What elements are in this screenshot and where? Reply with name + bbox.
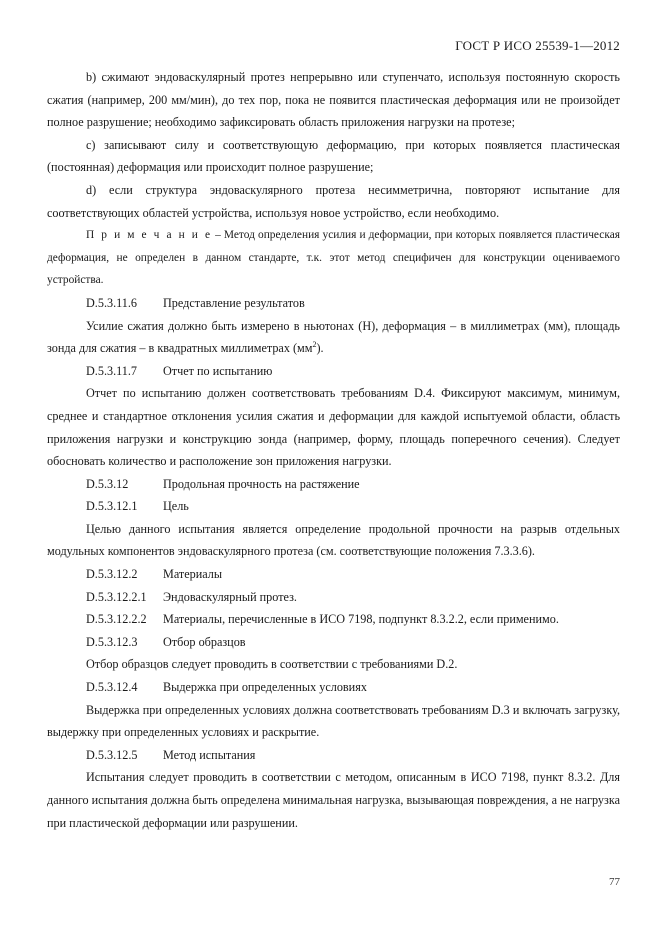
- conditioning-paragraph: Выдержка при определенных условиях должна соответствовать требованиям D.3 и включать загрузку, выдержку при определенных условиях и раскрытие.: [47, 702, 620, 740]
- section-title: Цель: [163, 499, 189, 514]
- results-text: Усилие сжатия должно быть измерено в ньютонах (Н), деформация – в миллиметрах (мм), площадь зонда для сжатия – в квадратных миллиметрах (мм: [47, 318, 620, 356]
- section-title: Метод испытания: [163, 747, 256, 762]
- section-title: Отбор образцов: [163, 634, 246, 649]
- document-header: ГОСТ Р ИСО 25539-1—2012: [455, 38, 620, 53]
- section-number: D.5.3.12: [86, 476, 129, 491]
- results-paragraph: [47, 315, 620, 360]
- results-end: ).: [316, 341, 324, 356]
- list-item-b: b) сжимают эндоваскулярный протез непрерывно или ступенчато, используя постоянную скорость сжатия (например, 200 мм/мин), до тех пор, пока не появится пластическая деформация или не произойдет полное разрушение; необходимо зафиксировать область приложения нагрузки на протезе;: [47, 70, 620, 130]
- section-title: Представление результатов: [163, 295, 305, 310]
- section-heading: [47, 744, 620, 767]
- page-number: 77: [609, 876, 620, 888]
- list-item-d: d) если структура эндоваскулярного протеза несимметрична, повторяют испытание для соответствующих областей устройства, используя новое устройство, если необходимо.: [47, 182, 620, 220]
- results-superscript: 2: [312, 340, 317, 350]
- section-number: D.5.3.12.2: [86, 567, 138, 582]
- section-heading: [47, 473, 620, 496]
- section-title: Отчет по испытанию: [163, 363, 273, 378]
- section-heading: [47, 292, 620, 315]
- section-title: Выдержка при определенных условиях: [163, 680, 367, 695]
- section-number: D.5.3.12.5: [86, 747, 138, 762]
- list-item-c: c) записывают силу и соответствующую деформацию, при которых появляется пластическая (постоянная) деформация или происходит полное разрушение;: [47, 137, 620, 175]
- section-number: D.5.3.11.7: [86, 363, 138, 378]
- purpose-paragraph: Целью данного испытания является определение продольной прочности на разрыв отдельных модульных компонентов эндоваскулярного протеза (см. соответствующие положения 7.3.3.6).: [47, 521, 620, 559]
- note-paragraph: [47, 224, 620, 292]
- section-title: Эндоваскулярный протез.: [163, 589, 297, 604]
- section-heading: [47, 495, 620, 518]
- section-title: Материалы: [163, 567, 223, 582]
- section-heading: [47, 608, 620, 631]
- section-heading: [47, 360, 620, 383]
- section-heading: [47, 586, 620, 609]
- section-title: Материалы, перечисленные в ИСО 7198, подпункт 8.3.2.2, если применимо.: [163, 612, 559, 627]
- note-label: П р и м е ч а н и е: [86, 229, 213, 242]
- section-heading: [47, 676, 620, 699]
- section-title: Продольная прочность на растяжение: [163, 476, 360, 491]
- section-number: D.5.3.11.6: [86, 295, 138, 310]
- method-paragraph: Испытания следует проводить в соответствии с методом, описанным в ИСО 7198, пункт 8.3.2. Для данного испытания должна быть определена минимальная нагрузка, вызывающая повреждения, а не нагрузка при пластической деформации или разрушении.: [47, 770, 620, 830]
- section-number: D.5.3.12.2.1: [86, 589, 147, 604]
- section-number: D.5.3.12.1: [86, 499, 138, 514]
- section-number: D.5.3.12.3: [86, 634, 138, 649]
- document-body: [47, 66, 620, 834]
- section-number: D.5.3.12.2.2: [86, 612, 147, 627]
- note-text: – Метод определения усилия и деформации, при которых появляется пластическая деформация, не определен в данном стандарте, т.к. этот метод специфичен для конструкции оцениваемого устройства.: [47, 229, 620, 287]
- section-number: D.5.3.12.4: [86, 680, 138, 695]
- section-heading: [47, 631, 620, 654]
- section-heading: [47, 563, 620, 586]
- sampling-paragraph: Отбор образцов следует проводить в соответствии с требованиями D.2.: [86, 657, 458, 672]
- report-paragraph: Отчет по испытанию должен соответствовать требованиям D.4. Фиксируют максимум, минимум, среднее и стандартное отклонения усилия сжатия и деформации для каждой испытуемой области, область приложения нагрузки и конструкцию зонда (например, форму, площадь поперечного сечения). Следует обосновать количество и расположение зон приложения нагрузки.: [47, 386, 620, 469]
